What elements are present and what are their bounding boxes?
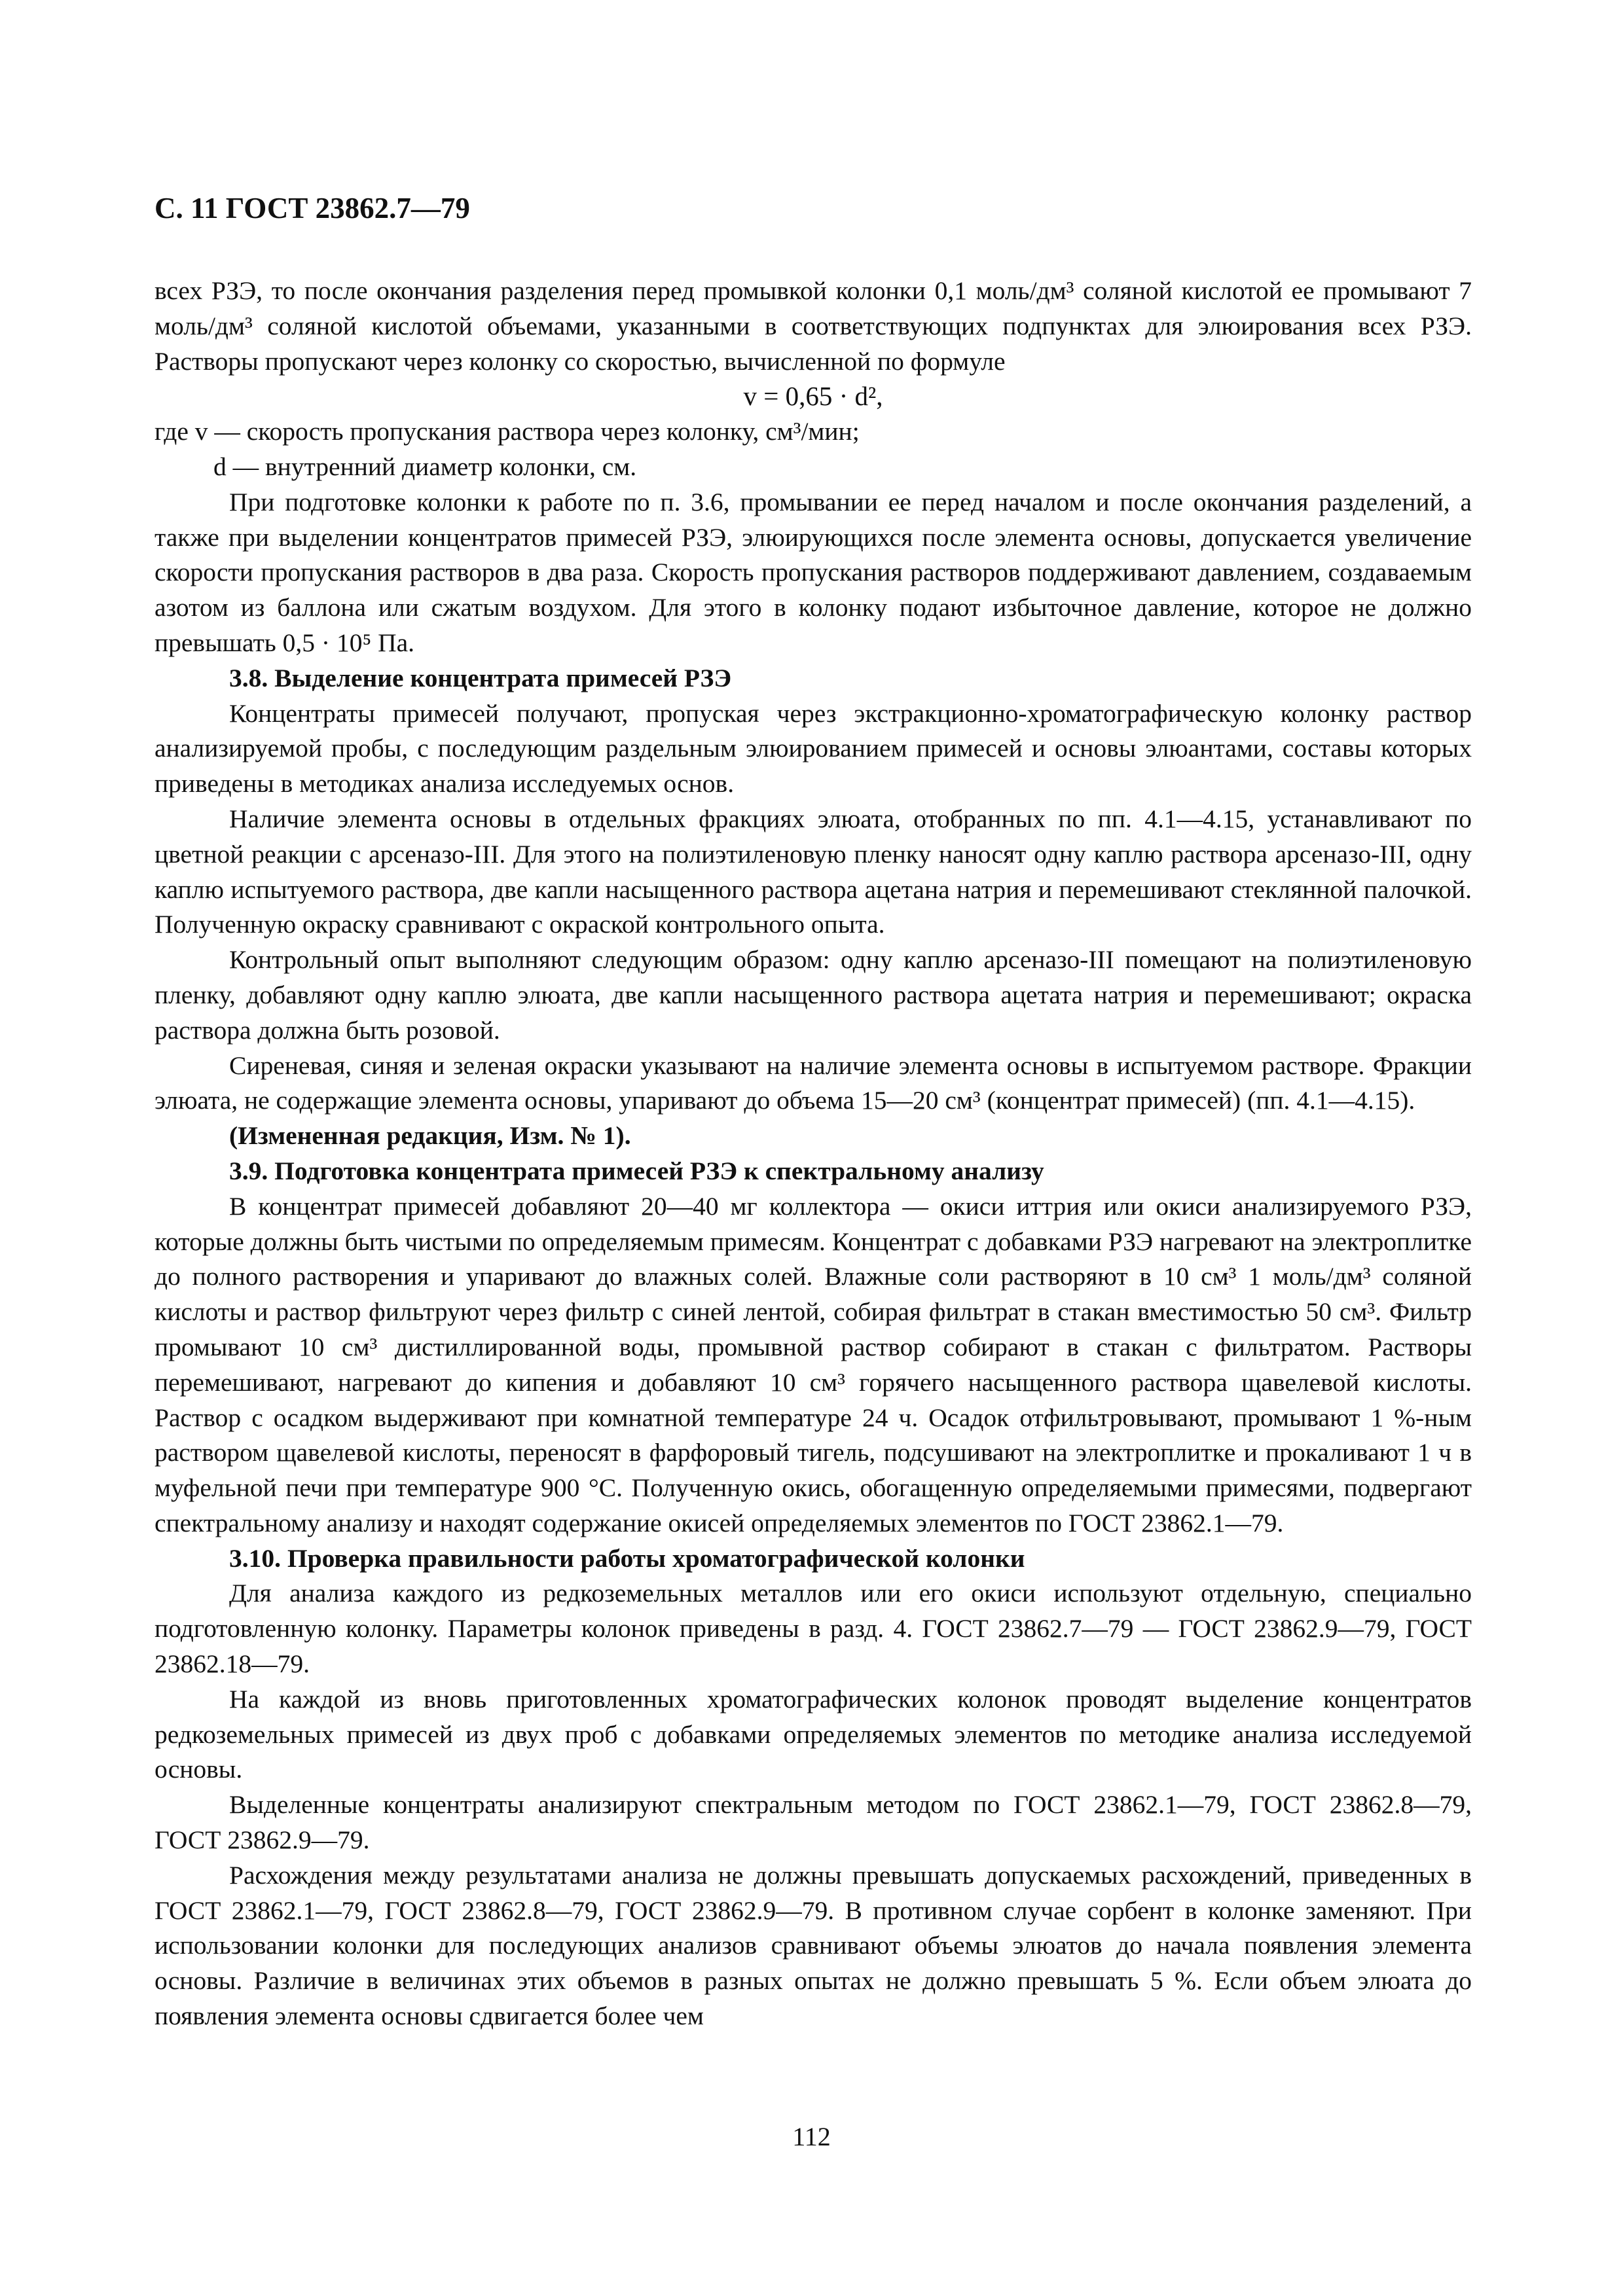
page-header: С. 11 ГОСТ 23862.7—79 bbox=[155, 192, 470, 224]
section-heading-3-10: 3.10. Проверка правильности работы хроматографической колонки bbox=[229, 1543, 1025, 1573]
formula: v = 0,65 · d², bbox=[743, 381, 883, 412]
section-heading-3-8: 3.8. Выделение концентрата примесей РЗЭ bbox=[229, 663, 732, 692]
paragraph: Выделенные концентраты анализируют спектральным методом по ГОСТ 23862.1—79, ГОСТ 23862.8—79, ГОСТ 23862.9—79. bbox=[155, 1790, 1472, 1855]
paragraph: Расхождения между результатами анализа не должны превышать допускаемых расхождений, приведенных в ГОСТ 23862.1—79, ГОСТ 23862.8—79, ГОСТ 23862.9—79. В противном случае сорбент в колонке заменяют. При использовании колонки для последующих анализов сравнивают объемы элюатов до начала появления элемента основы. Различие в величинах этих объемов в разных опытах не должно превышать 5 %. Если объем элюата до появления элемента основы сдвигается более чем bbox=[155, 1860, 1472, 2031]
formula-definition-d: d — внутренний диаметр колонки, см. bbox=[213, 452, 637, 481]
formula-definition-v: где v — скорость пропускания раствора через колонку, см³/мин; bbox=[155, 417, 860, 446]
paragraph: В концентрат примесей добавляют 20—40 мг коллектора — окиси иттрия или окиси анализируемого РЗЭ, которые должны быть чистыми по определяемым примесям. Концентрат с добавками РЗЭ нагревают на электроплитке до полного растворения и упаривают до влажных солей. Влажные соли растворяют в 10 см³ 1 моль/дм³ соляной кислоты и раствор фильтруют через фильтр с синей лентой, собирая фильтрат в стакан вместимостью 50 см³. Фильтр промывают 10 см³ дистиллированной воды, промывной раствор собирают в стакан с фильтратом. Растворы перемешивают, нагревают до кипения и добавляют 10 см³ горячего насыщенного раствора щавелевой кислоты. Раствор с осадком выдерживают при комнатной температуре 24 ч. Осадок отфильтровывают, промывают 1 %-ным раствором щавелевой кислоты, переносят в фарфоровый тигель, подсушивают на электроплитке и прокаливают 1 ч в муфельной печи при температуре 900 °С. Полученную окись, обогащенную определяемыми примесями, подвергают спектральному анализу и находят содержание окисей определяемых элементов по ГОСТ 23862.1—79. bbox=[155, 1191, 1472, 1537]
section-heading-3-9: 3.9. Подготовка концентрата примесей РЗЭ к спектральному анализу bbox=[229, 1156, 1044, 1185]
paragraph: всех РЗЭ, то после окончания разделения перед промывкой колонки 0,1 моль/дм³ соляной кислотой ее промывают 7 моль/дм³ соляной кислотой объемами, указанными в соответствующих подпунктах для элюирования всех РЗЭ. Растворы пропускают через колонку со скоростью, вычисленной по формуле bbox=[155, 276, 1472, 376]
paragraph: Для анализа каждого из редкоземельных металлов или его окиси используют отдельную, специально подготовленную колонку. Параметры колонок приведены в разд. 4. ГОСТ 23862.7—79 — ГОСТ 23862.9—79, ГОСТ 23862.18—79. bbox=[155, 1579, 1472, 1679]
paragraph: На каждой из вновь приготовленных хроматографических колонок проводят выделение концентратов редкоземельных примесей из двух проб с добавками определяемых элементов по методике анализа исследуемой основы. bbox=[155, 1684, 1472, 1784]
paragraph: Сиреневая, синяя и зеленая окраски указывают на наличие элемента основы в испытуемом растворе. Фракции элюата, не содержащие элемента основы, упаривают до объема 15—20 см³ (концентрат примесей) (пп. 4.1—4.15). bbox=[155, 1050, 1472, 1115]
paragraph: Наличие элемента основы в отдельных фракциях элюата, отобранных по пп. 4.1—4.15, устанавливают по цветной реакции с арсеназо-III. Для этого на полиэтиленовую пленку наносят одну каплю раствора арсеназо-III, одну каплю испытуемого раствора, две капли насыщенного раствора ацетана натрия и перемешивают стеклянной палочкой. Полученную окраску сравнивают с окраской контрольного опыта. bbox=[155, 804, 1472, 939]
paragraph: При подготовке колонки к работе по п. 3.6, промывании ее перед началом и после окончания разделений, а также при выделении концентратов примесей РЗЭ, элюирующихся после элемента основы, допускается увеличение скорости пропускания растворов в два раза. Скорость пропускания растворов поддерживают давлением, создаваемым азотом из баллона или сжатым воздухом. Для этого в колонку подают избыточное давление, которое не должно превышать 0,5 · 10⁵ Па. bbox=[155, 487, 1472, 657]
paragraph: Контрольный опыт выполняют следующим образом: одну каплю арсеназо-III помещают на полиэтиленовую пленку, добавляют одну каплю элюата, две капли насыщенного раствора ацетата натрия и перемешивают; окраска раствора должна быть розовой. bbox=[155, 945, 1472, 1045]
paragraph: Концентраты примесей получают, пропуская через экстракционно-хроматографическую колонку раствор анализируемой пробы, с последующим раздельным элюированием примесей и основы элюантами, составы которых приведены в методиках анализа исследуемых основ. bbox=[155, 698, 1472, 798]
page-number: 112 bbox=[792, 2122, 831, 2151]
body-text bbox=[155, 274, 1472, 2034]
amendment-note: (Измененная редакция, Изм. № 1). bbox=[229, 1121, 631, 1151]
